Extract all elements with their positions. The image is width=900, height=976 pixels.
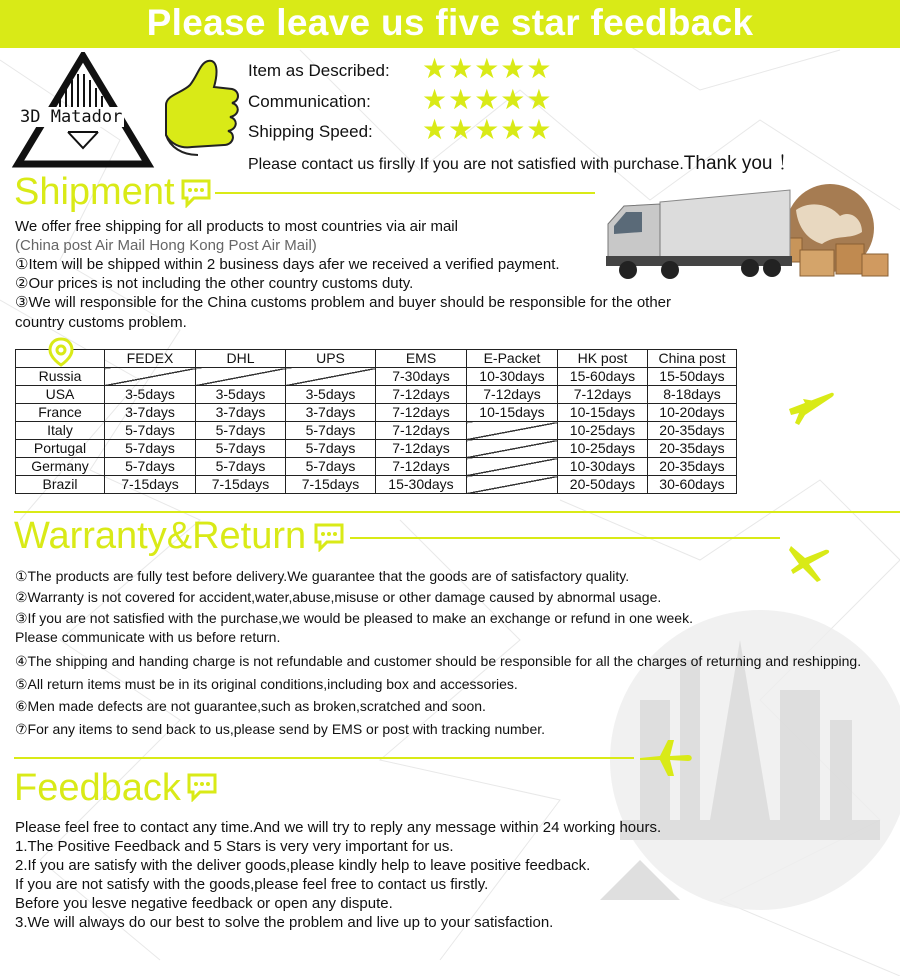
thank-you-text: Thank you ！ (683, 153, 797, 174)
table-cell: 7-12days (376, 458, 467, 476)
table-cell: 10-20days (648, 404, 737, 422)
table-cell: 7-15days (196, 476, 286, 494)
chat-icon (180, 178, 212, 208)
feedback-title: Feedback (14, 767, 181, 809)
table-cell-country: USA (16, 386, 105, 404)
table-cell: 20-35days (648, 440, 737, 458)
table-header-hkpost: HK post (558, 350, 648, 368)
table-cell: 7-30days (376, 368, 467, 386)
shipment-line-2: (China post Air Mail Hong Kong Post Air Mail) (15, 237, 317, 254)
warranty-line-6: ⑤All return items must be in its original conditions,including box and accessories. (15, 676, 518, 692)
table-cell: 20-35days (648, 422, 737, 440)
table-cell: 7-12days (467, 386, 558, 404)
table-header-fedex: FEDEX (105, 350, 196, 368)
table-cell: 5-7days (105, 422, 196, 440)
table-cell-country: Germany (16, 458, 105, 476)
table-cell: 7-15days (286, 476, 376, 494)
rating-label-communication: Communication: (248, 92, 371, 111)
shipment-title: Shipment (14, 171, 175, 213)
thumbs-up-icon (158, 55, 240, 167)
table-cell: 10-15days (467, 404, 558, 422)
table-cell: 3-7days (286, 404, 376, 422)
contact-note (248, 148, 797, 175)
table-cell: 5-7days (196, 458, 286, 476)
warranty-divider (350, 537, 780, 539)
table-cell: 5-7days (286, 422, 376, 440)
warranty-line-1: ①The products are fully test before delivery.We guarantee that the goods are of satisfactory quality. (15, 568, 630, 584)
rating-label-shipping: Shipping Speed: (248, 122, 373, 141)
contact-text: Please contact us firslly If you are not satisfied with purchase. (248, 156, 684, 173)
rating-stars-shipping: ★★★★★ (422, 114, 553, 145)
table-cell: 7-12days (376, 422, 467, 440)
table-header-epacket: E-Packet (467, 350, 558, 368)
table-cell: 5-7days (196, 440, 286, 458)
shipment-line-4: ②Our prices is not including the other country customs duty. (15, 275, 414, 292)
table-cell-country: France (16, 404, 105, 422)
table-cell: 3-5days (196, 386, 286, 404)
warranty-line-3: ③If you are not satisfied with the purchase,we would be pleased to make an exchange or refund in one week. (15, 610, 693, 626)
shipping-table (15, 349, 737, 494)
table-cell: 5-7days (105, 458, 196, 476)
table-header-ems: EMS (376, 350, 467, 368)
shipping-truck-globe-icon (600, 180, 895, 295)
rating-stars-item: ★★★★★ (422, 53, 553, 84)
table-cell-country: Brazil (16, 476, 105, 494)
shipment-line-1: We offer free shipping for all products to most countries via air mail (15, 218, 458, 235)
airplane-icon (785, 385, 835, 427)
table-cell: 7-15days (105, 476, 196, 494)
warranty-line-4: Please communicate with us before return. (15, 629, 281, 645)
rating-stars-communication: ★★★★★ (422, 84, 553, 115)
airplane-icon (785, 540, 833, 586)
table-row (16, 368, 737, 386)
airplane-icon (638, 738, 694, 778)
table-cell: 15-30days (376, 476, 467, 494)
warranty-line-5: ④The shipping and handing charge is not refundable and customer should be responsible for all the charges of returning and reshipping. (15, 653, 862, 669)
table-cell: 8-18days (648, 386, 737, 404)
table-cell: 5-7days (196, 422, 286, 440)
table-cell-country: Portugal (16, 440, 105, 458)
table-cell: 3-7days (105, 404, 196, 422)
shipment-line-6: country customs problem. (15, 314, 187, 331)
table-cell-empty (286, 368, 376, 386)
table-cell-country: Italy (16, 422, 105, 440)
shipment-line-5: ③We will responsible for the China customs problem and buyer should be responsible for the other (15, 294, 672, 311)
table-row (16, 458, 737, 476)
table-cell-empty (467, 440, 558, 458)
table-cell: 10-25days (558, 440, 648, 458)
table-header-ups: UPS (286, 350, 376, 368)
table-cell: 3-7days (196, 404, 286, 422)
table-cell: 7-12days (376, 440, 467, 458)
table-cell: 10-30days (467, 368, 558, 386)
feedback-line-6: 3.We will always do our best to solve the problem and live up to your satisfaction. (15, 914, 554, 931)
table-row (16, 386, 737, 404)
table-cell: 7-12days (376, 404, 467, 422)
table-cell: 20-50days (558, 476, 648, 494)
warranty-line-7: ⑥Men made defects are not guarantee,such as broken,scratched and soon. (15, 698, 486, 714)
table-row (16, 404, 737, 422)
table-cell: 5-7days (286, 458, 376, 476)
warranty-line-8: ⑦For any items to send back to us,please send by EMS or post with tracking number. (15, 721, 546, 737)
table-cell: 15-60days (558, 368, 648, 386)
feedback-line-5: Before you lesve negative feedback or open any dispute. (15, 895, 393, 912)
feedback-line-2: 1.The Positive Feedback and 5 Stars is very very important for us. (15, 838, 454, 855)
shipment-line-3: ①Item will be shipped within 2 business days afer we received a verified payment. (15, 256, 560, 273)
chat-icon (313, 522, 345, 552)
shipment-divider (215, 192, 595, 194)
table-cell: 7-12days (558, 386, 648, 404)
warranty-line-2: ②Warranty is not covered for accident,water,abuse,misuse or other damage caused by abnormal usage. (15, 589, 662, 605)
table-cell-country: Russia (16, 368, 105, 386)
table-row (16, 440, 737, 458)
banner-title: Please leave us five star feedback (146, 2, 754, 43)
rating-label-item: Item as Described: (248, 61, 390, 80)
table-cell: 10-15days (558, 404, 648, 422)
table-cell: 30-60days (648, 476, 737, 494)
table-cell-empty (467, 476, 558, 494)
chat-icon (186, 772, 218, 802)
location-pin-icon (48, 337, 74, 367)
table-cell-empty (467, 458, 558, 476)
table-row (16, 422, 737, 440)
table-cell-empty (105, 368, 196, 386)
table-cell: 5-7days (105, 440, 196, 458)
warranty-divider-top (14, 511, 900, 513)
table-cell-empty (467, 422, 558, 440)
logo-text: 3D Matador (20, 107, 123, 127)
table-cell: 7-12days (376, 386, 467, 404)
table-header-dhl: DHL (196, 350, 286, 368)
table-cell: 20-35days (648, 458, 737, 476)
table-cell: 15-50days (648, 368, 737, 386)
table-cell: 3-5days (286, 386, 376, 404)
warranty-title: Warranty&Return (14, 515, 307, 557)
feedback-line-1: Please feel free to contact any time.And we will try to reply any message within 24 working hours. (15, 819, 662, 836)
table-row (16, 476, 737, 494)
table-header-chinapost: China post (648, 350, 737, 368)
table-cell: 5-7days (286, 440, 376, 458)
feedback-line-4: If you are not satisfy with the goods,please feel free to contact us firstly. (15, 876, 489, 893)
table-cell-empty (196, 368, 286, 386)
feedback-line-3: 2.If you are satisfy with the deliver goods,please kindly help to leave positive feedback. (15, 857, 591, 874)
table-corner-cell (16, 350, 105, 368)
table-header-row (16, 350, 737, 368)
table-cell: 10-25days (558, 422, 648, 440)
table-cell: 10-30days (558, 458, 648, 476)
feedback-divider-top (14, 757, 634, 759)
table-cell: 3-5days (105, 386, 196, 404)
